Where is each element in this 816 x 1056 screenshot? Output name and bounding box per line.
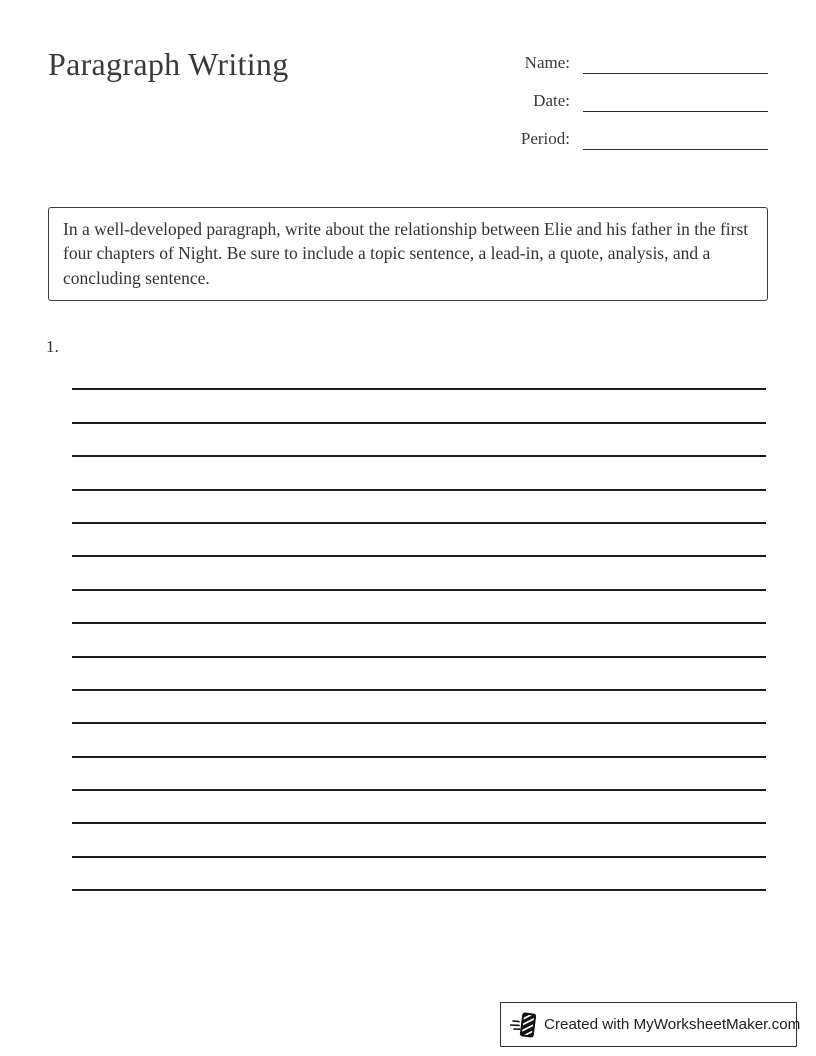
prompt-text: In a well-developed paragraph, write about the relationship between Elie and his father in the first four chapters of Night. Be sure to include a topic sentence, a lead-in, a quote, analysis, and a concluding sentence.: [63, 219, 749, 288]
writing-line[interactable]: [72, 491, 766, 524]
writing-line[interactable]: [72, 591, 766, 624]
writing-line[interactable]: [72, 357, 766, 390]
writing-line[interactable]: [72, 424, 766, 457]
period-label: Period:: [520, 129, 570, 148]
writing-line[interactable]: [72, 758, 766, 791]
writing-line[interactable]: [72, 824, 766, 857]
name-label: Name:: [524, 53, 570, 72]
date-label: Date:: [533, 91, 570, 110]
writing-line[interactable]: [72, 691, 766, 724]
name-input-line[interactable]: [583, 50, 768, 74]
writing-line[interactable]: [72, 557, 766, 590]
writing-line[interactable]: [72, 858, 766, 891]
writing-line[interactable]: [72, 390, 766, 423]
credit-text: Created with MyWorksheetMaker.com: [544, 1016, 801, 1033]
name-field-row: [480, 46, 768, 74]
date-field-row: [480, 84, 768, 112]
period-input-line[interactable]: [583, 126, 768, 150]
writing-line[interactable]: [72, 791, 766, 824]
page-title: Paragraph Writing: [48, 46, 289, 82]
prompt-box: [48, 207, 768, 301]
writing-line[interactable]: [72, 658, 766, 691]
date-input-line[interactable]: [583, 88, 768, 112]
writing-line[interactable]: [72, 724, 766, 757]
flying-worksheet-icon: [510, 1010, 538, 1040]
credit-badge[interactable]: [500, 1002, 801, 1047]
writing-lines: [72, 357, 766, 891]
period-field-row: [480, 122, 768, 150]
writing-line[interactable]: [72, 524, 766, 557]
question-number: 1.: [46, 337, 59, 356]
writing-line[interactable]: [72, 624, 766, 657]
writing-line[interactable]: [72, 457, 766, 490]
header-fields: [480, 46, 768, 160]
